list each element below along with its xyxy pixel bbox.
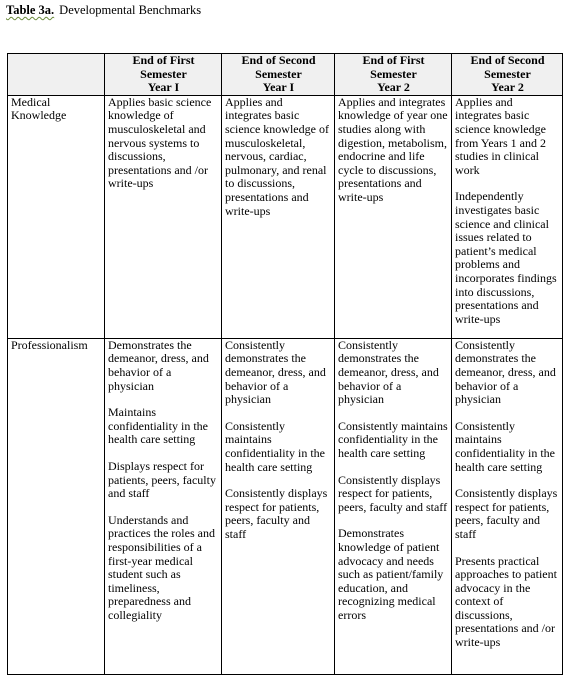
header-line: End of Second bbox=[241, 53, 316, 67]
header-line: Year 2 bbox=[377, 80, 410, 95]
table-cell bbox=[105, 95, 222, 338]
table-row bbox=[8, 338, 563, 674]
table-row bbox=[8, 95, 563, 338]
cell-paragraph: Demonstrates knowledge of patient advocacy and needs such as patient/family education, and recognizing medical errors bbox=[338, 526, 444, 622]
column-header bbox=[335, 54, 452, 96]
header-line: End of Second bbox=[470, 53, 545, 67]
row-label-professionalism: Professionalism bbox=[8, 338, 105, 674]
column-header bbox=[222, 54, 335, 96]
cell-paragraph: Consistently demonstrates the demeanor, dress, and behavior of a physician bbox=[455, 338, 556, 407]
cell-paragraph: Maintains confidentiality in the health care setting bbox=[108, 405, 208, 447]
table-cell bbox=[452, 95, 563, 338]
cell-paragraph: Understands and practices the roles and responsibilities of a first-year medical student such as timeliness, preparedness and collegiality bbox=[108, 512, 215, 622]
cell-paragraph: Consistently demonstrates the demeanor, dress, and behavior of a physician bbox=[338, 338, 439, 407]
benchmarks-table bbox=[7, 53, 563, 675]
cell-paragraph: Consistently maintains confidentiality in the health care setting bbox=[455, 418, 555, 474]
header-line: Semester bbox=[255, 66, 302, 81]
header-line: Semester bbox=[484, 66, 531, 81]
table-cell bbox=[335, 95, 452, 338]
table-cell bbox=[105, 338, 222, 674]
table-cell bbox=[222, 95, 335, 338]
header-line: End of First bbox=[362, 53, 425, 67]
cell-paragraph: Consistently displays respect for patients, peers, faculty and staff bbox=[225, 486, 328, 541]
cell-paragraph: Consistently maintains confidentiality in the health care setting bbox=[225, 418, 325, 474]
table-number: Table 3a. bbox=[6, 3, 55, 17]
header-row bbox=[8, 54, 563, 96]
cell-paragraph: Displays respect for patients, peers, faculty and staff bbox=[108, 458, 216, 501]
table-title: Developmental Benchmarks bbox=[59, 3, 202, 17]
table-cell bbox=[222, 338, 335, 674]
table-caption bbox=[6, 2, 201, 18]
header-line: Year I bbox=[262, 80, 295, 95]
header-line: Semester bbox=[370, 66, 417, 81]
header-line: End of First bbox=[132, 53, 195, 67]
row-label-medical-knowledge: Medical Knowledge bbox=[8, 95, 105, 338]
cell-paragraph: Applies and integrates basic science knowledge of musculoskeletal, nervous, cardiac, pulmonary, and renal to discussions, presentations and write-ups bbox=[225, 95, 329, 218]
column-header bbox=[452, 54, 563, 96]
cell-paragraph: Independently investigates basic science and clinical issues related to patient’s medical problems and incorporates findings into discussions, presentations and write-ups bbox=[455, 189, 557, 326]
cell-paragraph: Presents practical approaches to patient advocacy in the context of discussions, presentations and /or write-ups bbox=[455, 553, 557, 650]
cell-paragraph: Applies and integrates knowledge of year one studies along with digestion, metabolism, endocrine and life cycle to discussions, presentations and write-ups bbox=[338, 95, 448, 204]
cell-paragraph: Consistently maintains confidentiality in the health care setting bbox=[338, 418, 448, 460]
column-header bbox=[105, 54, 222, 96]
cell-paragraph: Applies basic science knowledge of musculoskeletal and nervous systems to discussions, presentations and /or write-ups bbox=[108, 95, 212, 191]
cell-paragraph: Demonstrates the demeanor, dress, and behavior of a physician bbox=[108, 338, 209, 393]
cell-paragraph: Applies and integrates basic science knowledge from Years 1 and 2 studies in clinical work bbox=[455, 95, 546, 177]
cell-paragraph: Consistently demonstrates the demeanor, dress, and behavior of a physician bbox=[225, 338, 326, 407]
cell-paragraph: Consistently displays respect for patients, peers, faculty and staff bbox=[338, 472, 448, 514]
corner-cell bbox=[8, 54, 105, 96]
cell-paragraph: Consistently displays respect for patients, peers, faculty and staff bbox=[455, 486, 558, 541]
header-line: Semester bbox=[140, 66, 187, 81]
header-line: Year I bbox=[147, 80, 180, 95]
header-line: Year 2 bbox=[491, 80, 524, 95]
table-cell bbox=[452, 338, 563, 674]
table-cell bbox=[335, 338, 452, 674]
